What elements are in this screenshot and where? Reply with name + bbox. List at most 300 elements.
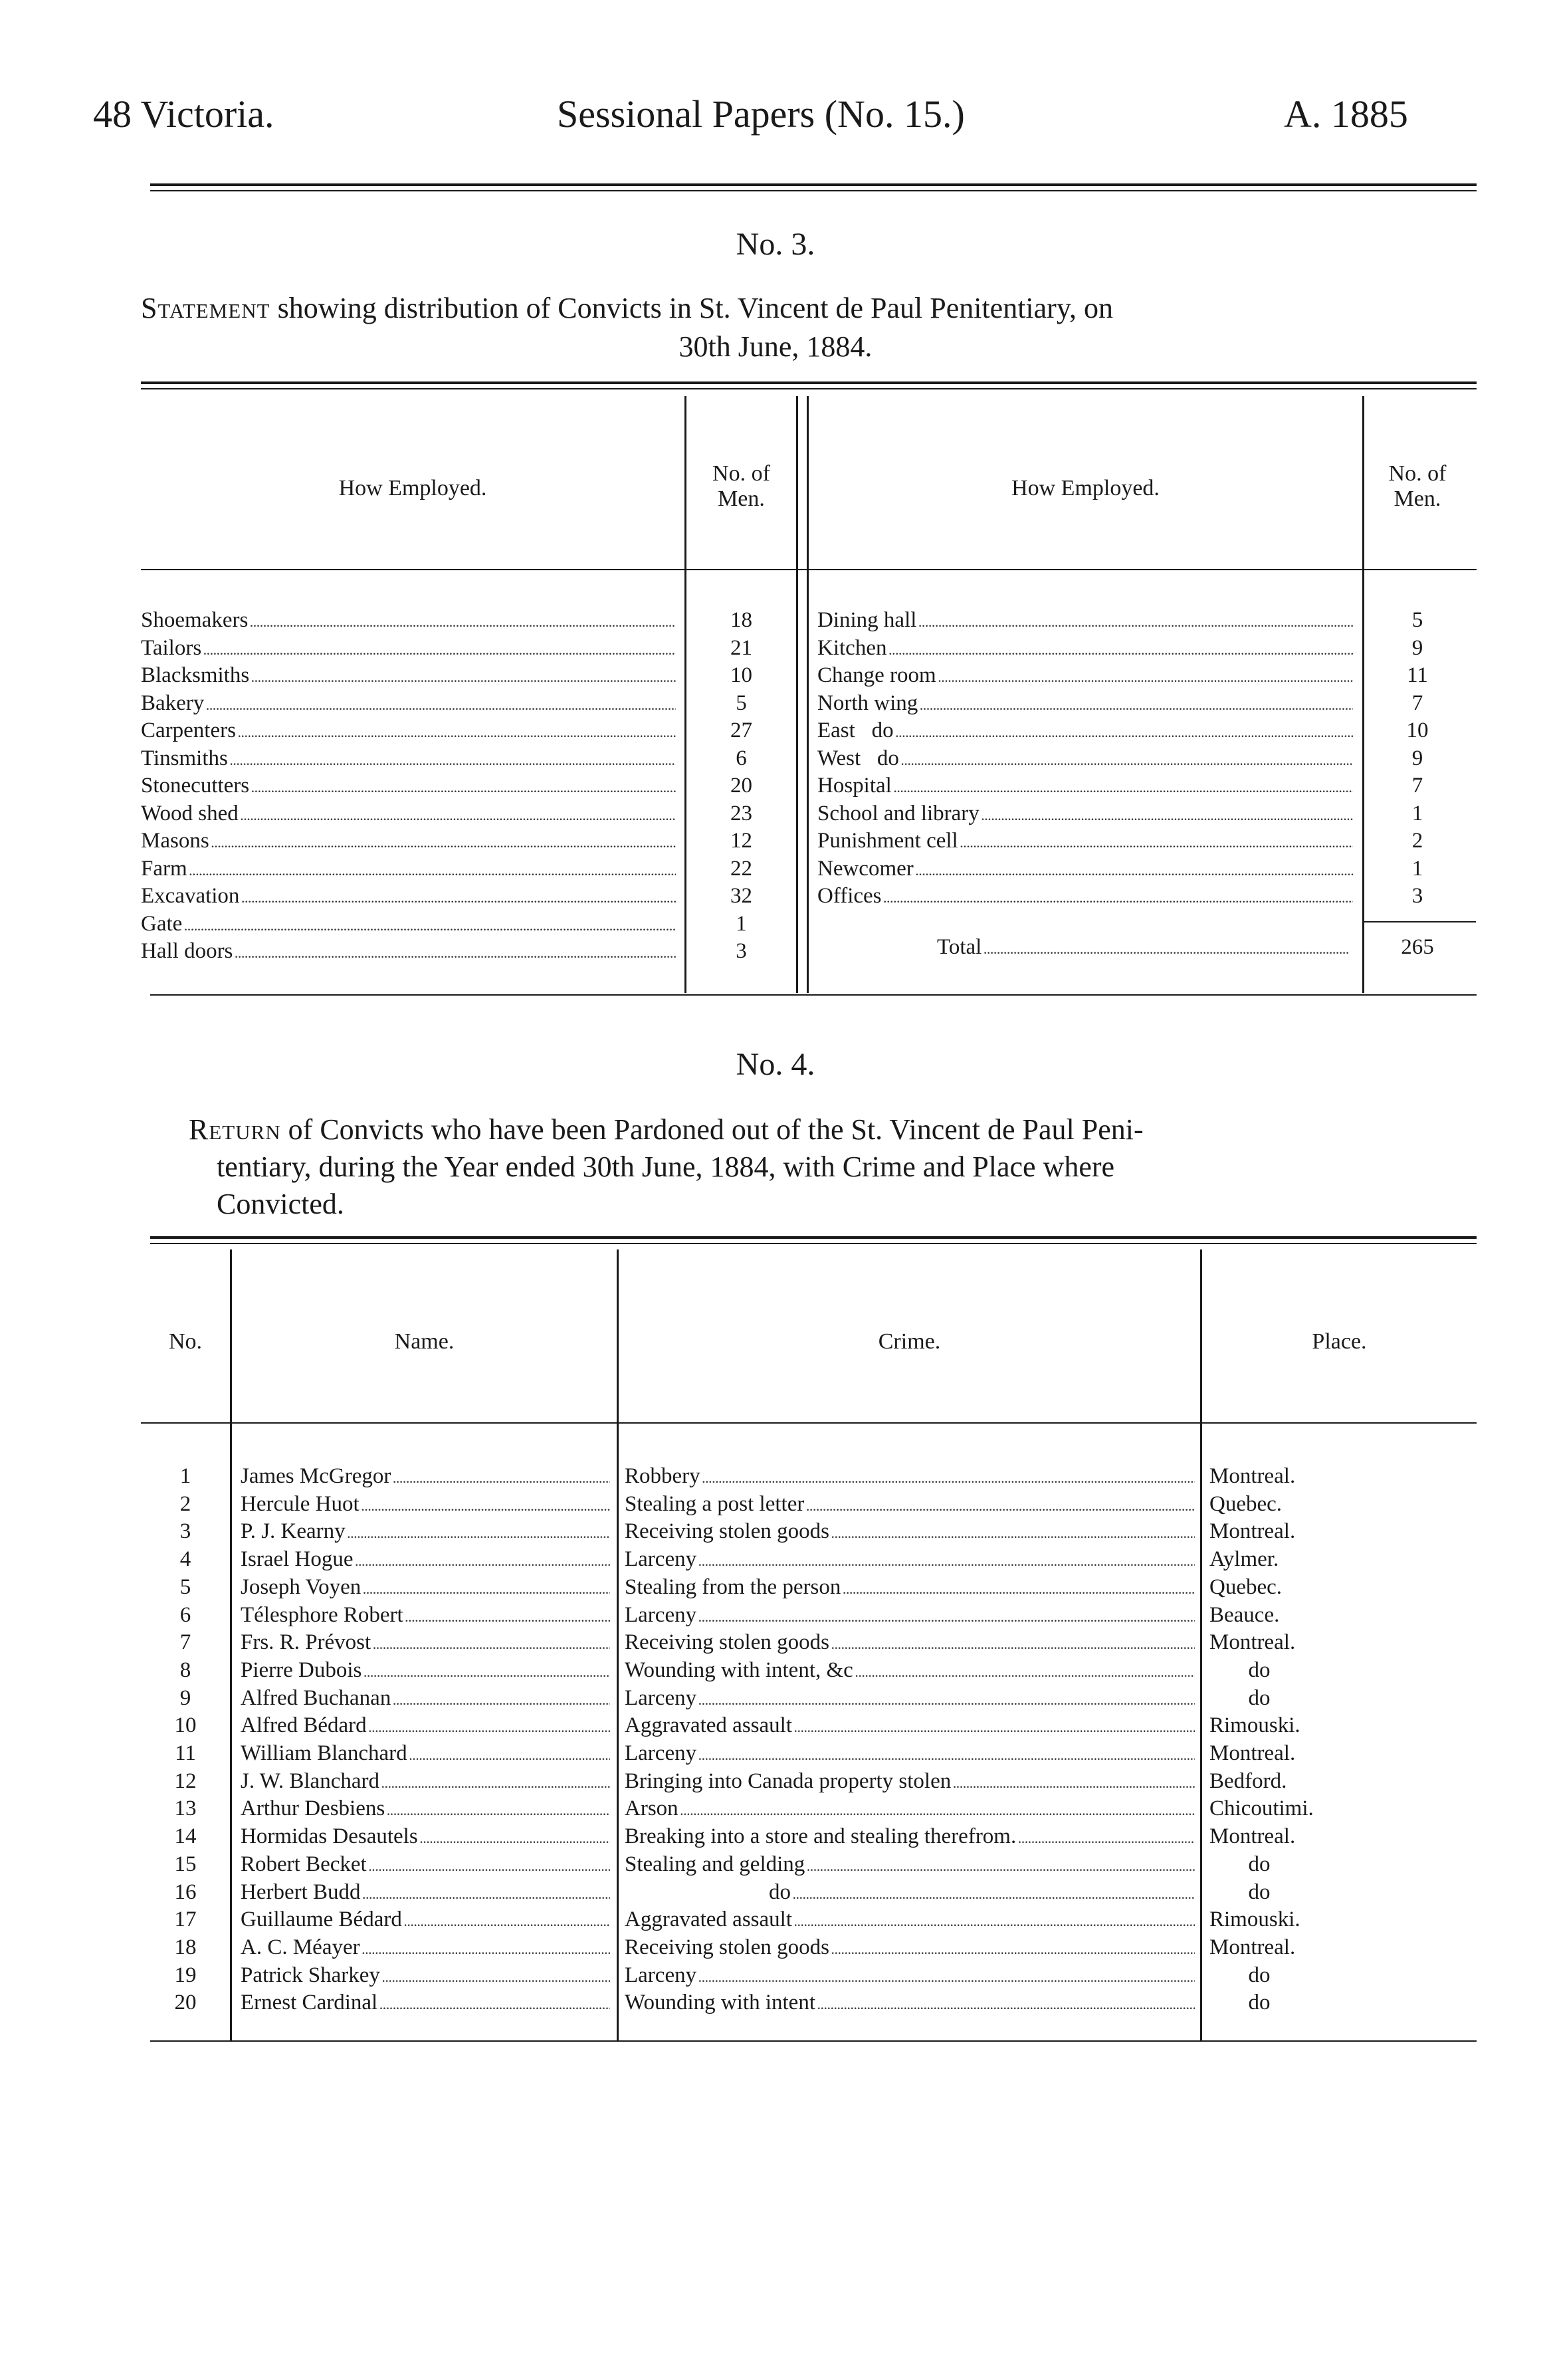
table4-row-crime-text: Aggravated assault (625, 1713, 792, 1738)
table4-row-crime-text: Larceny (625, 1547, 697, 1572)
table4-title-rest: of Convicts who have been Pardoned out of the St. Vincent de Paul Peni- (280, 1113, 1144, 1146)
table4-row-name-text: Robert Becket (241, 1852, 367, 1876)
table4-row-name (241, 1490, 610, 1520)
table4-row-no: 7 (179, 1630, 191, 1655)
table4-row-name (241, 1601, 610, 1631)
table4-row-leader (951, 1769, 1195, 1793)
table3-col-no-left-1: No. of (712, 461, 770, 486)
table4-row-leader (377, 1991, 610, 2014)
table3-row-label-text: West do (817, 746, 899, 770)
table4-row-name (241, 1767, 610, 1797)
table4-row-name-text: P. J. Kearny (241, 1519, 346, 1544)
table4-row-leader (361, 1880, 610, 1904)
table4-row-place: Montreal. (1209, 1464, 1296, 1488)
table4-row-crime-text: Larceny (625, 1602, 697, 1627)
table4-row-no: 5 (179, 1574, 191, 1599)
table3-row-value: 18 (730, 608, 752, 632)
table4-row-leader (1016, 1824, 1195, 1848)
table3-row-value: 23 (730, 801, 752, 825)
table3-row-leader (916, 608, 1353, 632)
table3-row-label (817, 689, 1353, 719)
table3-row-label (141, 661, 676, 691)
table4-row-no: 2 (179, 1491, 191, 1516)
table4-row-leader (362, 1658, 610, 1682)
table3-row-value: 3 (736, 939, 747, 963)
table4-row-crime (625, 1656, 1195, 1686)
table3-row-label-text: Wood shed (141, 801, 239, 825)
table4-row-place: do (1248, 1963, 1271, 1987)
table4-row-crime (625, 1989, 1195, 2018)
table4-row-crime (625, 1573, 1195, 1603)
table4-row-crime-text: Receiving stolen goods (625, 1519, 829, 1544)
table4-row-leader (804, 1492, 1195, 1516)
table4-row-crime-text: Bringing into Canada property stolen (625, 1769, 952, 1793)
table3-row-label (817, 772, 1353, 802)
table4-row-crime (625, 1711, 1195, 1741)
table4-row-leader (367, 1852, 610, 1876)
table4-row-leader (829, 1519, 1195, 1543)
table4-row-name-text: Guillaume Bédard (241, 1907, 402, 1932)
table4-row-place: Montreal. (1209, 1824, 1296, 1849)
table3-row-label (141, 827, 676, 857)
table4-row-leader (391, 1464, 610, 1488)
table4-row-name-text: Herbert Budd (241, 1880, 361, 1904)
table4-row-name-text: Patrick Sharkey (241, 1963, 380, 1987)
table3-row-label (141, 716, 676, 746)
table4-top-rule (150, 1236, 1477, 1239)
table4-row-leader (418, 1824, 610, 1848)
table3-row-leader (936, 663, 1353, 687)
table3-row-label-text: Stonecutters (141, 774, 250, 798)
table4-row-place: Bedford. (1209, 1769, 1287, 1793)
table4-row-crime (625, 1517, 1195, 1547)
table4-row-name-text: J. W. Blanchard (241, 1769, 379, 1793)
table3-row-leader (892, 774, 1353, 798)
table3-row-label (141, 937, 676, 967)
table3-row-label (141, 606, 676, 636)
table4-row-no: 3 (179, 1519, 191, 1544)
table4-row-place: Quebec. (1209, 1574, 1283, 1599)
table4-col-name: Name. (394, 1329, 455, 1354)
table4-row-leader (841, 1575, 1195, 1599)
table4-row-no: 13 (174, 1796, 197, 1821)
table4-row-leader (379, 1769, 610, 1793)
table3-row-label (141, 882, 676, 912)
table3-row-value: 10 (1406, 718, 1429, 742)
table3-row-label-text: Farm (141, 856, 187, 881)
table4-row-crime (625, 1822, 1195, 1852)
table3-col-how-left: How Employed. (338, 476, 487, 500)
table4-row-crime (625, 1601, 1195, 1631)
table4-row-no: 9 (179, 1685, 191, 1710)
table3-row-label (817, 716, 1353, 746)
table4-row-no: 19 (174, 1963, 197, 1987)
table3-row-leader (882, 884, 1353, 908)
table4-row-name (241, 1684, 610, 1714)
table4-row-leader (829, 1935, 1195, 1959)
table4-row-crime-text: Larceny (625, 1963, 697, 1987)
table4-row-leader (696, 1741, 1195, 1765)
table3-row-label (141, 800, 676, 829)
table4-row-leader (696, 1603, 1195, 1627)
table4-row-name (241, 1573, 610, 1603)
table3-title-date: 30th June, 1884. (678, 330, 873, 363)
table4-row-leader (791, 1880, 1195, 1904)
table3-top-rule-thin (141, 388, 1477, 389)
table4-row-place: Montreal. (1209, 1741, 1296, 1765)
table3-row-leader (899, 746, 1353, 770)
table3-row-label (817, 827, 1353, 857)
table4-row-leader (360, 1492, 610, 1516)
header-title: Sessional Papers (No. 15.) (557, 92, 965, 136)
table3-row-label-text: School and library (817, 801, 980, 825)
table4-row-no: 12 (174, 1769, 197, 1793)
table4-row-name (241, 1739, 610, 1769)
table4-row-leader (792, 1907, 1195, 1931)
table3-row-label-text: Shoemakers (141, 608, 249, 632)
table3-row-label-text: Tinsmiths (141, 746, 228, 770)
table3-bottom-rule (150, 994, 1477, 996)
table4-row-crime-text: Stealing a post letter (625, 1491, 805, 1516)
table4-row-crime (625, 1878, 1195, 1908)
table4-row-name-text: Frs. R. Prévost (241, 1630, 371, 1655)
table4-row-no: 11 (175, 1741, 196, 1765)
table3-row-value: 21 (730, 635, 752, 660)
table3-row-label (817, 855, 1353, 885)
table3-row-leader (239, 802, 676, 825)
table4-row-crime-text: do (769, 1880, 791, 1904)
table3-col-how-right: How Employed. (1011, 476, 1160, 500)
table4-row-leader (391, 1686, 610, 1710)
table4-row-name (241, 1822, 610, 1852)
table3-row-label-text: Gate (141, 911, 183, 936)
table4-row-crime (625, 1933, 1195, 1963)
table3-col-no-left (686, 461, 796, 512)
table3-row-label (817, 634, 1353, 664)
table3-total-rule (1364, 921, 1476, 922)
table3-title-rest: showing distribution of Convicts in St. Vincent de Paul Penitentiary, on (270, 292, 1113, 324)
table4-row-leader (402, 1907, 610, 1931)
table3-row-label (141, 772, 676, 802)
table4-row-name-text: Arthur Desbiens (241, 1796, 385, 1821)
table3-row-label-text: Blacksmiths (141, 663, 250, 687)
table4-row-place: Quebec. (1209, 1491, 1283, 1516)
header-rule-thin (150, 190, 1477, 191)
table3-row-value: 3 (1411, 884, 1423, 908)
table3-total-row (937, 933, 1349, 963)
table3-col-no-right-1: No. of (1388, 461, 1447, 486)
table4-row-leader (403, 1603, 610, 1627)
table3-row-value: 5 (1411, 608, 1423, 632)
table4-row-crime (625, 1850, 1195, 1880)
table4-title-line2: tentiary, during the Year ended 30th June, 1884, with Crime and Place where (217, 1150, 1115, 1183)
table3-row-leader (914, 857, 1353, 881)
table4-title (189, 1111, 1144, 1148)
table4-row-crime (625, 1490, 1195, 1520)
table4-row-name-text: Alfred Bédard (241, 1713, 367, 1738)
table4-row-name (241, 1462, 610, 1492)
table3-row-value: 32 (730, 884, 752, 908)
table4-row-crime-text: Stealing and gelding (625, 1852, 805, 1876)
table4-row-place: Beauce. (1209, 1602, 1280, 1627)
table3-row-label (141, 910, 676, 940)
table3-row-leader (201, 636, 676, 660)
table4-row-place: do (1248, 1852, 1271, 1876)
table4-row-name (241, 1961, 610, 1991)
table4-row-name-text: William Blanchard (241, 1741, 407, 1765)
table4-col-crime: Crime. (878, 1329, 941, 1354)
table4-row-no: 8 (179, 1658, 191, 1682)
table4-col-no: No. (168, 1329, 203, 1354)
table3-row-leader (187, 857, 676, 881)
table3-row-leader (980, 802, 1353, 825)
table4-row-place: Rimouski. (1209, 1907, 1300, 1932)
table4-row-place: Chicoutimi. (1209, 1796, 1314, 1821)
table4-row-place: Montreal. (1209, 1935, 1296, 1959)
table3-row-leader (958, 829, 1353, 853)
table3-row-label-text: Dining hall (817, 608, 917, 632)
table3-total-value: 265 (1401, 935, 1434, 959)
table3-total-label: Total (937, 935, 982, 959)
table3-row-label-text: Hospital (817, 774, 892, 798)
table4-row-leader (360, 1935, 610, 1959)
table4-row-crime (625, 1961, 1195, 1991)
table4-row-name-text: Télesphore Robert (241, 1602, 403, 1627)
table4-title-lead: Return (189, 1113, 281, 1146)
table4-row-place: do (1248, 1658, 1271, 1682)
header-session: 48 Victoria. (93, 92, 274, 136)
table3-row-leader (239, 884, 676, 908)
table4-row-leader (853, 1658, 1195, 1682)
table3-row-value: 5 (736, 691, 747, 715)
table4-row-crime (625, 1767, 1195, 1797)
table4-row-name (241, 1711, 610, 1741)
table3-row-value: 12 (730, 829, 752, 853)
table4-row-leader (385, 1796, 610, 1820)
table3-row-label (141, 689, 676, 719)
table4-row-leader (805, 1852, 1195, 1876)
table3-row-value: 11 (1407, 663, 1428, 687)
header-rule (150, 183, 1477, 186)
table4-row-crime (625, 1794, 1195, 1824)
table3-row-label (817, 661, 1353, 691)
table3-row-leader (209, 829, 676, 853)
table3-row-leader (249, 774, 676, 798)
table3-row-value: 6 (736, 746, 747, 770)
table3-row-value: 2 (1411, 829, 1423, 853)
table3-row-label-text: Hall doors (141, 939, 233, 963)
table4-row-place: Montreal. (1209, 1519, 1296, 1544)
table4-row-leader (361, 1575, 610, 1599)
table3-col-no-right-2: Men. (1394, 487, 1441, 511)
table4-row-name (241, 1628, 610, 1658)
table3-row-label-text: North wing (817, 691, 918, 715)
table4-row-leader (407, 1741, 610, 1765)
table3-row-leader (886, 636, 1353, 660)
table4-row-crime (625, 1905, 1195, 1935)
table3-row-leader (236, 718, 676, 742)
table3-row-value: 27 (730, 718, 752, 742)
table3-row-label-text: Newcomer (817, 856, 914, 881)
table3-title-lead: Statement (141, 292, 270, 324)
table3-total-leader (982, 935, 1349, 959)
table4-row-name-text: Hormidas Desautels (241, 1824, 418, 1849)
table4-row-crime (625, 1545, 1195, 1575)
table3-head-rule (141, 569, 1477, 570)
table4-title-line3: Convicted. (217, 1188, 344, 1220)
table3-row-label-text: Punishment cell (817, 829, 958, 853)
table4-row-place: do (1248, 1991, 1271, 2015)
table4-row-no: 14 (174, 1824, 197, 1849)
table3-row-value: 7 (1411, 691, 1423, 715)
table3-row-label (141, 744, 676, 774)
table3-divider (796, 396, 798, 993)
table4-row-name (241, 1905, 610, 1935)
table3-row-label (817, 882, 1353, 912)
table4-row-no: 15 (174, 1852, 197, 1876)
table4-row-crime-text: Larceny (625, 1685, 697, 1710)
table4-row-name-text: Israel Hogue (241, 1547, 354, 1572)
table4-row-crime (625, 1684, 1195, 1714)
table4-divider (617, 1249, 619, 2040)
table4-row-name-text: A. C. Méayer (241, 1935, 360, 1959)
table4-row-name-text: Pierre Dubois (241, 1658, 362, 1682)
table3-row-value: 1 (736, 911, 747, 936)
table3-row-label-text: Masons (141, 829, 209, 853)
table4-row-place: Montreal. (1209, 1630, 1296, 1655)
table3-row-label-text: Tailors (141, 635, 202, 660)
table4-row-no: 1 (179, 1464, 191, 1488)
table4-row-no: 18 (174, 1935, 197, 1959)
table4-row-leader (829, 1630, 1195, 1654)
table4-row-name-text: Hercule Huot (241, 1491, 360, 1516)
table3-number: No. 3. (736, 227, 815, 262)
header-year: A. 1885 (1284, 92, 1408, 136)
table3-row-value: 1 (1411, 856, 1423, 881)
table4-row-crime-text: Arson (625, 1796, 678, 1821)
table3-row-value: 20 (730, 774, 752, 798)
table4-row-no: 17 (174, 1907, 197, 1932)
table4-row-crime-text: Stealing from the person (625, 1574, 841, 1599)
table3-top-rule (141, 381, 1477, 384)
table4-row-name-text: James McGregor (241, 1464, 391, 1488)
table4-col-place: Place. (1312, 1329, 1367, 1354)
table4-row-crime-text: Wounding with intent, &c (625, 1658, 853, 1682)
table4-row-no: 6 (179, 1602, 191, 1627)
table3-row-leader (182, 912, 676, 936)
table4-row-crime-text: Robbery (625, 1464, 700, 1488)
table4-row-place: Aylmer. (1209, 1547, 1279, 1572)
table4-row-leader (371, 1630, 610, 1654)
table3-row-label-text: Kitchen (817, 635, 887, 660)
table4-row-name (241, 1878, 610, 1908)
table4-row-crime-text: Receiving stolen goods (625, 1935, 829, 1959)
table4-row-leader (792, 1713, 1195, 1737)
table3-row-leader (248, 608, 676, 632)
table3-row-label-text: Change room (817, 663, 936, 687)
table3-row-label (141, 855, 676, 885)
table3-row-label-text: Offices (817, 884, 882, 908)
table3-row-value: 7 (1411, 774, 1423, 798)
table4-row-name (241, 1545, 610, 1575)
table4-row-name (241, 1794, 610, 1824)
table4-row-no: 10 (174, 1713, 197, 1738)
table4-row-name (241, 1517, 610, 1547)
table4-row-no: 4 (179, 1547, 191, 1572)
table3-row-label-text: Excavation (141, 884, 240, 908)
table3-row-leader (204, 691, 676, 715)
table3-row-label (817, 744, 1353, 774)
table3-row-label-text: Bakery (141, 691, 205, 715)
table3-row-value: 9 (1411, 746, 1423, 770)
table4-row-crime-text: Wounding with intent (625, 1991, 815, 2015)
table4-number: No. 4. (736, 1047, 815, 1082)
table4-row-name-text: Joseph Voyen (241, 1574, 362, 1599)
table3-row-label-text: East do (817, 718, 894, 742)
table4-row-leader (367, 1713, 610, 1737)
table4-row-leader (815, 1991, 1195, 2014)
table4-row-no: 16 (174, 1880, 197, 1904)
table3-row-leader (233, 939, 676, 963)
table4-row-crime-text: Breaking into a store and stealing therefrom. (625, 1824, 1017, 1849)
table4-divider (230, 1249, 232, 2040)
table3-row-value: 10 (730, 663, 752, 687)
table4-row-place: Rimouski. (1209, 1713, 1300, 1738)
table4-row-leader (696, 1686, 1195, 1710)
table3-row-leader (249, 663, 676, 687)
table4-bottom-rule (150, 2040, 1477, 2042)
table4-row-crime (625, 1462, 1195, 1492)
table3-col-no-left-2: Men. (718, 487, 765, 511)
table3-title (141, 290, 1113, 327)
table3-row-value: 1 (1411, 801, 1423, 825)
table3-row-label (141, 634, 676, 664)
table3-row-leader (228, 746, 676, 770)
table3-row-label (817, 606, 1353, 636)
table4-row-leader (696, 1547, 1195, 1571)
table3-row-leader (894, 718, 1353, 742)
table4-row-no: 20 (174, 1991, 197, 2015)
table4-row-leader (380, 1963, 610, 1987)
table4-top-rule-thin (150, 1243, 1477, 1244)
table4-row-leader (346, 1519, 610, 1543)
table4-row-crime-text: Larceny (625, 1741, 697, 1765)
table4-row-leader (678, 1796, 1193, 1820)
table4-row-crime-text: Aggravated assault (625, 1907, 792, 1932)
table3-row-value: 9 (1411, 635, 1423, 660)
table3-row-value: 22 (730, 856, 752, 881)
table4-row-leader (354, 1547, 610, 1571)
table4-row-name-text: Alfred Buchanan (241, 1685, 391, 1710)
table4-row-name (241, 1656, 610, 1686)
table4-row-crime (625, 1628, 1195, 1658)
table3-row-leader (918, 691, 1353, 715)
table4-row-crime (625, 1739, 1195, 1769)
table3-col-no-right (1364, 461, 1471, 512)
table3-row-label (817, 800, 1353, 829)
table4-head-rule (141, 1422, 1477, 1424)
table4-row-name (241, 1989, 610, 2018)
table4-row-name (241, 1850, 610, 1880)
table4-row-leader (700, 1464, 1195, 1488)
table4-row-place: do (1248, 1880, 1271, 1904)
table4-row-name-text: Ernest Cardinal (241, 1991, 378, 2015)
table4-row-leader (696, 1963, 1195, 1987)
table4-row-name (241, 1933, 610, 1963)
table3-row-label-text: Carpenters (141, 718, 236, 742)
table4-divider (1200, 1249, 1202, 2040)
table4-row-crime-text: Receiving stolen goods (625, 1630, 829, 1655)
